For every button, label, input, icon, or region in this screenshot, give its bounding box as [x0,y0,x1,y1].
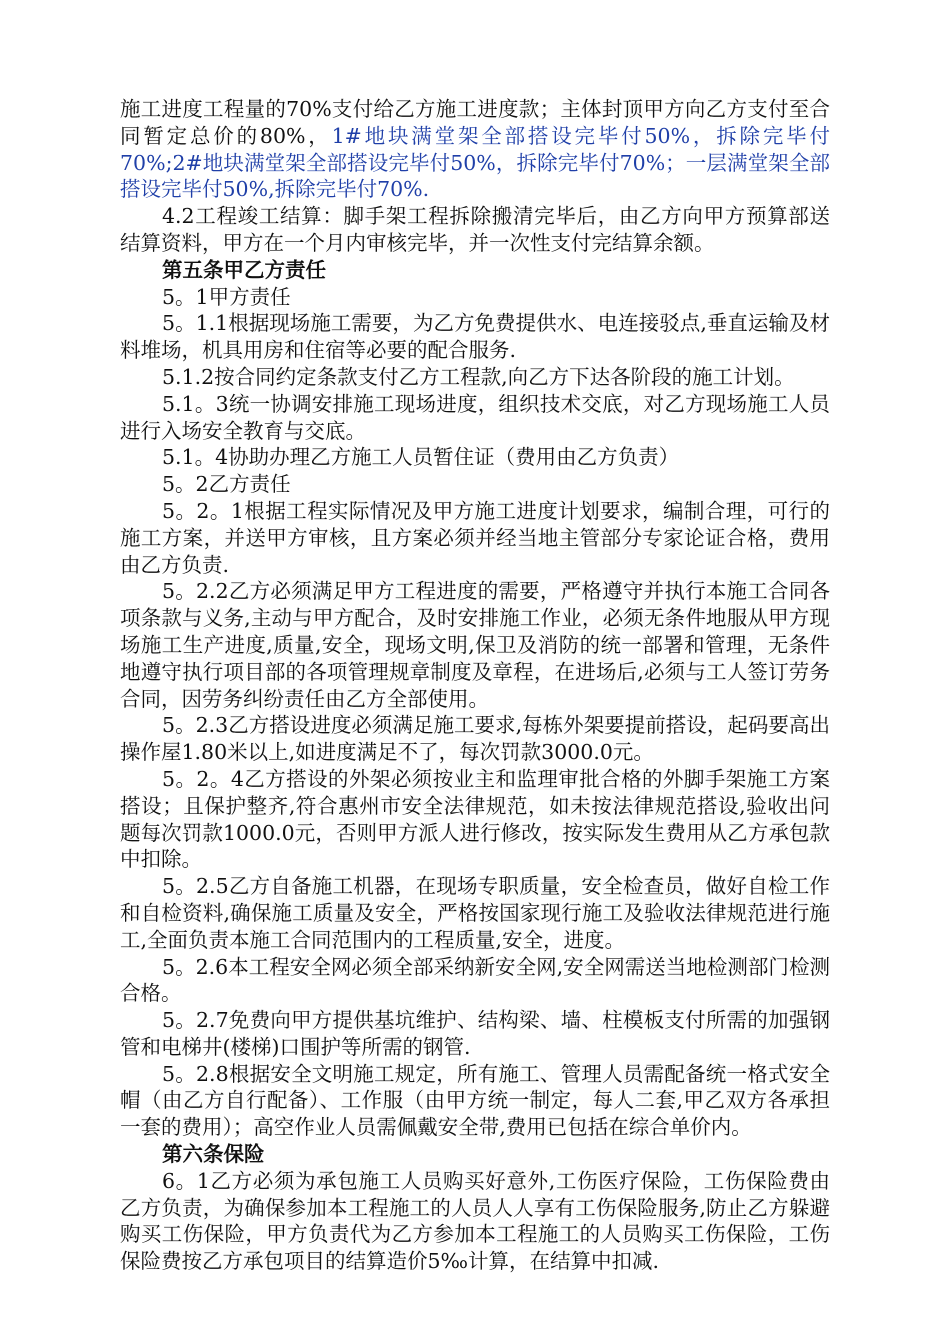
clause-5-1: 5。1甲方责任 [162,284,291,309]
clause-5-2-6: 5。2.6本工程安全网必须全部采纳新安全网,安全网需送当地检测部门检测合格。 [120,954,830,1006]
clause-5-1-4: 5.1。4协助办理乙方施工人员暂住证（费用由乙方负责） [162,445,680,470]
clause-5-2-4: 5。2。4乙方搭设的外架必须按业主和监理审批合格的外脚手架施工方案搭设；且保护整齐,符合惠州市安全法律规范，如未按法律规范搭设,验收出问题每次罚款1000.0元，否则甲方派人进行修改，按实际发生费用从乙方承包款中扣除。 [120,766,830,872]
clause-5-2-3: 5。2.3乙方搭设进度必须满足施工要求,每栋外架要提前搭设，起码要高出操作屋1.80米以上,如进度满足不了，每次罚款3000.0元。 [120,713,830,765]
article-5-heading: 第五条甲乙方责任 [162,257,326,282]
article-6-heading: 第六条保险 [162,1142,265,1167]
payment-text: 施工进度工程量的70%支付给乙方施工进度款；主体封顶甲方向乙方支付至合同暂定总价的80%， [120,97,830,148]
clause-5-1-1: 5。1.1根据现场施工需要，为乙方免费提供水、电连接驳点,垂直运输及材料堆场，机具用房和住宿等必要的配合服务. [120,311,830,363]
payment-highlight-text: 1#地块满堂架全部搭设完毕付50%，拆除完毕付70%;2#地块满堂架全部搭设完毕付50%，拆除完毕付70%；一层满堂架全部搭设完毕付50%,拆除完毕付70%. [120,123,830,202]
payment-paragraph [120,96,830,203]
clause-6-1: 6。1乙方必须为承包施工人员购买好意外,工伤医疗保险，工伤保险费由乙方负责，为确保参加本工程施工的人员人人享有工伤保险服务,防止乙方躲避购买工伤保险，甲方负责代为乙方参加本工程施工的人员购买工伤保险，工伤保险费按乙方承包项目的结算造价5‰计算，在结算中扣减. [120,1168,830,1274]
clause-5-2-1: 5。2。1根据工程实际情况及甲方施工进度计划要求，编制合理，可行的施工方案，并送甲方审核，且方案必须并经当地主管部分专家论证合格，费用由乙方负责. [120,498,830,577]
clause-5-1-2: 5.1.2按合同约定条款支付乙方工程款,向乙方下达各阶段的施工计划。 [162,364,795,389]
clause-5-1-3: 5.1。3统一协调安排施工现场进度，组织技术交底，对乙方现场施工人员进行入场安全教育与交底。 [120,391,830,443]
clause-5-2: 5。2乙方责任 [162,472,291,497]
clause-5-2-8: 5。2.8根据安全文明施工规定，所有施工、管理人员需配备统一格式安全帽（由乙方自行配备）、工作服（由甲方统一制定，每人二套,甲乙双方各承担一套的费用）；高空作业人员需佩戴安全带,费用已包括在综合单价内。 [120,1061,830,1140]
clause-5-2-7: 5。2.7免费向甲方提供基坑维护、结构梁、墙、柱模板支付所需的加强钢管和电梯井(楼梯)口围护等所需的钢管. [120,1008,830,1059]
clause-5-2-5: 5。2.5乙方自备施工机器，在现场专职质量，安全检查员，做好自检工作和自检资料,确保施工质量及安全，严格按国家现行施工及验收法律规范进行施工,全面负责本施工合同范围内的工程质量,安全，进度。 [120,874,830,952]
document-page [120,96,830,1275]
clause-5-2-2: 5。2.2乙方必须满足甲方工程进度的需要，严格遵守并执行本施工合同各项条款与义务,主动与甲方配合，及时安排施工作业，必须无条件地服从甲方现场施工生产进度,质量,安全，现场文明,保卫及消防的统一部署和管理，无条件地遵守执行项目部的各项管理规章制度及章程，在进场后,必须与工人签订劳务合同，因劳务纠纷责任由乙方全部使用。 [120,579,830,711]
clause-4-2: 4.2工程竣工结算：脚手架工程拆除搬清完毕后，由乙方向甲方预算部送结算资料，甲方在一个月内审核完毕，并一次性支付完结算余额。 [120,204,830,255]
